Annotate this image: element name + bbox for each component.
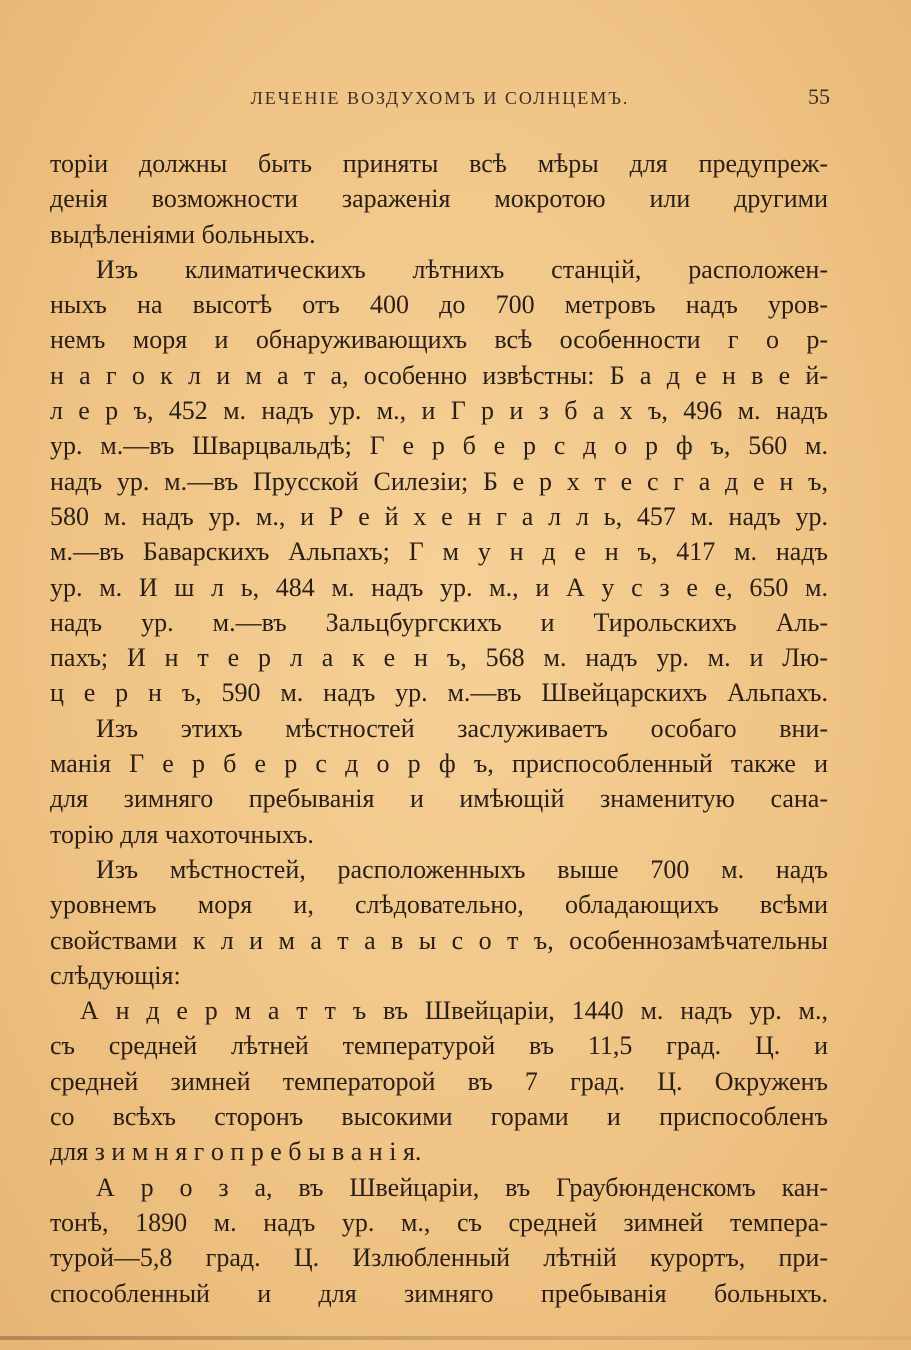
- text-line: пахъ; И н т е р л а к е н ъ, 568 м. надъ ур. м. и Лю-: [50, 643, 828, 673]
- text-line: способленный и для зимняго пребыванія больныхъ.: [50, 1278, 828, 1308]
- text-line: м.—въ Баварскихъ Альпахъ; Г м у н д е н ъ, 417 м. надъ: [50, 537, 828, 567]
- page-header: [50, 84, 830, 118]
- text-line: тонѣ, 1890 м. надъ ур. м., съ средней зимней темпера-: [50, 1207, 828, 1237]
- text-line: для з и м н я г о п р е б ы в а н і я.: [50, 1137, 422, 1167]
- text-line: 580 м. надъ ур. м., и Р е й х е н г а л л ь, 457 м. надъ ур.: [50, 501, 828, 531]
- text-line: ныхъ на высотѣ отъ 400 до 700 метровъ надъ уров-: [50, 290, 828, 320]
- text-line: надъ ур. м.—въ Зальцбургскихъ и Тирольскихъ Аль-: [50, 607, 828, 637]
- text-line: выдѣленіями больныхъ.: [50, 219, 316, 249]
- text-line: со всѣхъ сторонъ высокими горами и приспособленъ: [50, 1102, 828, 1132]
- text-line: надъ ур. м.—въ Прусской Силезіи; Б е р х т е с г а д е н ъ,: [50, 466, 828, 496]
- text-line: ур. м. И ш л ь, 484 м. надъ ур. м., и А у с з е е, 650 м.: [50, 572, 828, 602]
- text-line: Изъ климатическихъ лѣтнихъ станцій, расположен-: [96, 254, 828, 284]
- text-line: денія возможности зараженія мокротою или другими: [50, 184, 828, 214]
- text-line: слѣдующія:: [50, 960, 181, 990]
- text-line: свойствами к л и м а т а в ы с о т ъ, особеннозамѣчательны: [50, 925, 828, 955]
- text-line: Изъ мѣстностей, расположенныхъ выше 700 м. надъ: [96, 854, 828, 884]
- text-line: для зимняго пребыванія и имѣющій знаменитую сана-: [50, 784, 828, 814]
- text-line: съ средней лѣтней температурой въ 11,5 град. Ц. и: [50, 1031, 828, 1061]
- text-line: Изъ этихъ мѣстностей заслуживаетъ особаго вни-: [96, 713, 828, 743]
- text-line: торію для чахоточныхъ.: [50, 819, 314, 849]
- page-number: 55: [808, 84, 830, 109]
- page-edge-shadow: [0, 1336, 911, 1340]
- text-line: н а г о к л и м а т а, особенно извѣстны: Б а д е н в е й-: [50, 360, 828, 390]
- text-line: ур. м.—въ Шварцвальдѣ; Г е р б е р с д о р ф ъ, 560 м.: [50, 431, 828, 461]
- text-line: торіи должны быть приняты всѣ мѣры для предупреж-: [50, 149, 828, 178]
- running-title: ЛЕЧЕНІЕ ВОЗДУХОМЪ И СОЛНЦЕМЪ.: [250, 88, 630, 108]
- text-line: турой—5,8 град. Ц. Излюбленный лѣтній курортъ, при-: [50, 1243, 828, 1273]
- text-line: средней зимней температорой въ 7 град. Ц. Окруженъ: [50, 1066, 828, 1096]
- text-line: ц е р н ъ, 590 м. надъ ур. м.—въ Швейцарскихъ Альпахъ.: [50, 678, 828, 708]
- body-text: [50, 146, 828, 1311]
- text-line: немъ моря и обнаруживающихъ всѣ особенности г о р-: [50, 325, 828, 355]
- text-line: манія Г е р б е р с д о р ф ъ, приспособленный также и: [50, 749, 828, 779]
- text-line: л е р ъ, 452 м. надъ ур. м., и Г р и з б а х ъ, 496 м. надъ: [50, 396, 828, 426]
- text-line: А н д е р м а т т ъ въ Швейцаріи, 1440 м. надъ ур. м.,: [80, 996, 828, 1026]
- text-line: А р о з а, въ Швейцаріи, въ Граубюнденскомъ кан-: [96, 1172, 828, 1202]
- text-line: уровнемъ моря и, слѣдовательно, обладающихъ всѣми: [50, 890, 828, 920]
